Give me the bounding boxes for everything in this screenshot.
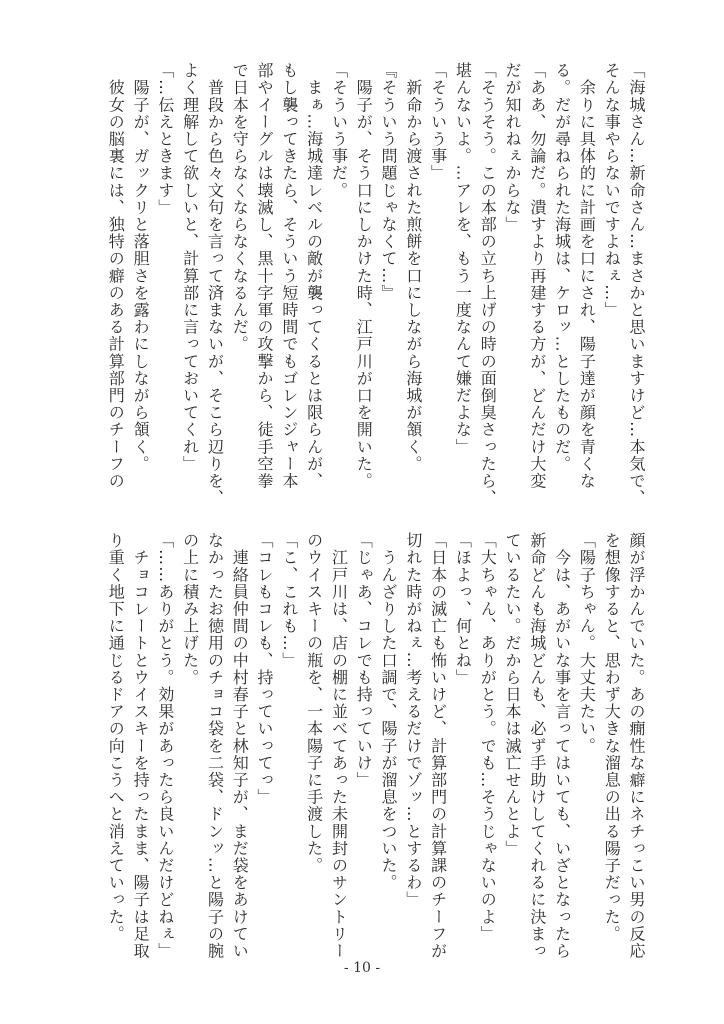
text-line: チョコレートとウイスキーを持ったまま、陽子は足取 — [131, 532, 151, 960]
text-line: なかったお徳用のチョコ袋を二袋、ドンッ…と陽子の腕 — [205, 532, 225, 960]
text-line: 普段から色々文句を言って済まないが、そこら辺りを、 — [205, 62, 225, 507]
text-line: だが知れねぇからな」 — [503, 62, 523, 233]
text-line: で日本を守らなくならなくなるんだ。 — [230, 62, 250, 353]
text-line: り重く地下に通じるドアの向こうへと消えていった。 — [106, 532, 126, 943]
text-line: のウイスキーの瓶を、一本陽子に手渡した。 — [304, 532, 324, 874]
text-block-lower — [102, 532, 648, 964]
text-line: 新命どんも海城どんも、必ず手助けしてくれるに決まっ — [527, 532, 547, 960]
text-block-upper — [102, 62, 648, 507]
text-line: うんざりした口調で、陽子が溜息をついた。 — [379, 532, 399, 892]
text-line: 「コレもコレも、持っていってっ」 — [255, 532, 275, 806]
text-line: そんな事やらないですよねぇ…」 — [602, 62, 622, 319]
text-line: 新命から渡された煎餅を口にしながら海城が頷く。 — [403, 62, 423, 473]
page-number: - 10 - — [343, 960, 381, 976]
text-line: 「日本の滅亡も怖いけど、計算部門の計算課のチーフが — [428, 532, 448, 960]
text-line: 「ああ、勿論だ。潰すより再建する方が、どんだけ大変 — [527, 62, 547, 490]
text-line: 切れた時がねぇ…考えるだけでゾッ…とするわ」 — [403, 532, 423, 909]
text-line: 「そうそう。この本部の立ち上げの時の面倒臭さったら、 — [478, 62, 498, 507]
text-line: 「そういう事」 — [428, 62, 448, 182]
text-line: の上に積み上げた。 — [180, 532, 200, 686]
text-line: 顔が浮かんでいた。あの癇性な癖にネチっこい男の反応 — [627, 532, 646, 960]
text-line: 今は、あがいな事を言ってはいても、いざとなったら — [552, 532, 572, 960]
text-line: ているたい。だから日本は滅亡せんとよ」 — [503, 532, 523, 857]
text-line: 江戸川は、店の棚に並べてあった未開封のサントリー — [329, 532, 349, 960]
text-line: 堪んないよ。…アレを、もう一度なんて嫌だよな」 — [453, 62, 473, 456]
text-line: もし襲ってきたら、そういう短時間でもゴレンジャー本 — [279, 62, 299, 490]
text-line: を想像すると、思わず大きな溜息の出る陽子だった。 — [602, 532, 622, 943]
text-line: 陽子が、そう口にしかけた時、江戸川が口を開いた。 — [354, 62, 374, 490]
text-line: 「……ありがとう。効果があったら良いんだけどねぇ」 — [155, 532, 175, 960]
text-line: 部やイーグルは壊滅し、黒十字軍の攻撃から、徒手空拳 — [255, 62, 275, 490]
text-line: 彼女の脳裏には、独特の癖のある計算部門のチーフの — [106, 62, 126, 490]
text-line: 余りに具体的に計画を口にされ、陽子達が顔を青くな — [577, 62, 597, 490]
text-line: 陽子が、ガックリと落胆さを露わにしながら頷く。 — [131, 62, 151, 473]
text-line: 「じゃあ、コレでも持っていけ」 — [354, 532, 374, 789]
text-line: 連絡員仲間の中村春子と林知子が、まだ袋をあけてい — [230, 532, 250, 960]
text-line: 「海城さん…新命さん…まさかと思いますけど…本気で、 — [627, 62, 646, 507]
text-line: 「ほよっ、何とね」 — [453, 532, 473, 686]
text-line: 「陽子ちゃん。大丈夫たい。 — [577, 532, 597, 755]
text-line: よく理解して欲しいと、計算部に言っておいてくれ」 — [180, 62, 200, 473]
text-line: る。だが尋ねられた海城は、ケロッ…としたものだ。 — [552, 62, 572, 473]
text-line: まぁ…海城達レベルの敵が襲ってくるとは限らんが、 — [304, 62, 324, 490]
text-line: 「そういう事だ。 — [329, 62, 349, 199]
text-line: 「…伝えときます」 — [155, 62, 175, 216]
text-line: 『そういう問題じゃなくて…』 — [379, 62, 399, 302]
text-line: 「大ちゃん、ありがとう。でも…そうじゃないのよ」 — [478, 532, 498, 943]
text-line: 「こ、これも…」 — [279, 532, 299, 669]
